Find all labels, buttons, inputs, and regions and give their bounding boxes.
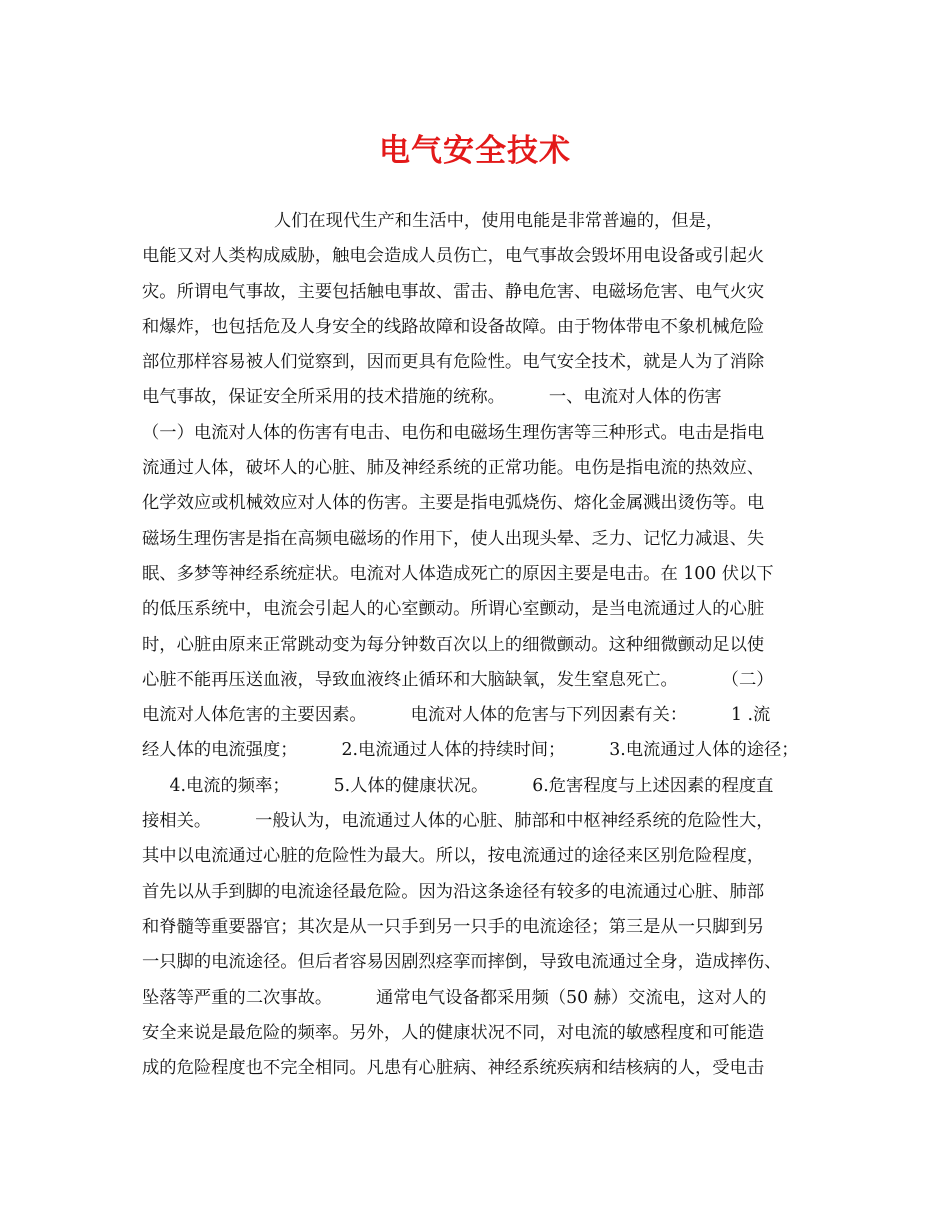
body-text-line: 磁场生理伤害是指在高频电磁场的作用下，使人出现头晕、乏力、记忆力减退、失 bbox=[142, 528, 765, 549]
body-text-line: 一只脚的电流途径。但后者容易因剧烈痉挛而摔倒，导致电流通过全身，造成摔伤、 bbox=[142, 952, 782, 973]
body-text-line: 流通过人体，破坏人的心脏、肺及神经系统的正常功能。电伤是指电流的热效应、 bbox=[142, 458, 765, 479]
document-body bbox=[142, 204, 832, 1086]
body-text-line: 成的危险程度也不完全相同。凡患有心脏病、神经系统疾病和结核病的人，受电击 bbox=[142, 1058, 765, 1079]
body-text-line: （一）电流对人体的伤害有电击、电伤和电磁场生理伤害等三种形式。电击是指电 bbox=[142, 422, 765, 443]
body-text-line: 和爆炸，也包括危及人身安全的线路故障和设备故障。由于物体带电不象机械危险 bbox=[142, 316, 765, 337]
body-text-line: 接相关。 一般认为，电流通过人体的心脏、肺部和中枢神经系统的危险性大， bbox=[142, 811, 774, 832]
body-text-line: 经人体的电流强度； 2.电流通过人体的持续时间； 3.电流通过人体的途径； bbox=[142, 740, 799, 761]
body-text-line: 电能又对人类构成威胁，触电会造成人员伤亡，电气事故会毁坏用电设备或引起火 bbox=[142, 246, 765, 267]
body-text-line: 坠落等严重的二次事故。 通常电气设备都采用频（50 赫）交流电，这对人的 bbox=[142, 987, 767, 1008]
body-text-line: 电气事故，保证安全所采用的技术措施的统称。 一、电流对人体的伤害 bbox=[142, 387, 722, 408]
body-text-line: 时，心脏由原来正常跳动变为每分钟数百次以上的细微颤动。这种细微颤动足以使 bbox=[142, 634, 765, 655]
body-text-line: 和脊髓等重要器官；其次是从一只手到另一只手的电流途径；第三是从一只脚到另 bbox=[142, 916, 765, 937]
body-text-line: 部位那样容易被人们觉察到，因而更具有危险性。电气安全技术，就是人为了消除 bbox=[142, 352, 765, 373]
body-text-line: 眠、多梦等神经系统症状。电流对人体造成死亡的原因主要是电击。在 100 伏以下 bbox=[142, 563, 774, 584]
body-text-line: 化学效应或机械效应对人体的伤害。主要是指电弧烧伤、熔化金属溅出烫伤等。电 bbox=[142, 493, 765, 514]
body-text-line: 4.电流的频率； 5.人体的健康状况。 6.危害程度与上述因素的程度直 bbox=[142, 775, 774, 796]
body-text-line: 其中以电流通过心脏的危险性为最大。所以，按电流通过的途径来区别危险程度， bbox=[142, 846, 765, 867]
body-text-line: 首先以从手到脚的电流途径最危险。因为沿这条途径有较多的电流通过心脏、肺部 bbox=[142, 881, 765, 902]
body-text-line: 电流对人体危害的主要因素。 电流对人体的危害与下列因素有关： 1 .流 bbox=[142, 705, 771, 726]
body-text-line: 人们在现代生产和生活中，使用电能是非常普遍的，但是， bbox=[142, 211, 724, 231]
body-text-line: 的低压系统中，电流会引起人的心室颤动。所谓心室颤动，是当电流通过人的心脏 bbox=[142, 599, 765, 620]
body-text-line: 灾。所谓电气事故，主要包括触电事故、雷击、静电危害、电磁场危害、电气火灾 bbox=[142, 281, 765, 302]
body-text-line: 安全来说是最危险的频率。另外，人的健康状况不同，对电流的敏感程度和可能造 bbox=[142, 1022, 765, 1043]
page-title: 电气安全技术 bbox=[379, 133, 571, 169]
body-text-line: 心脏不能再压送血液，导致血液终止循环和大脑缺氧，发生窒息死亡。 （二） bbox=[142, 669, 774, 690]
